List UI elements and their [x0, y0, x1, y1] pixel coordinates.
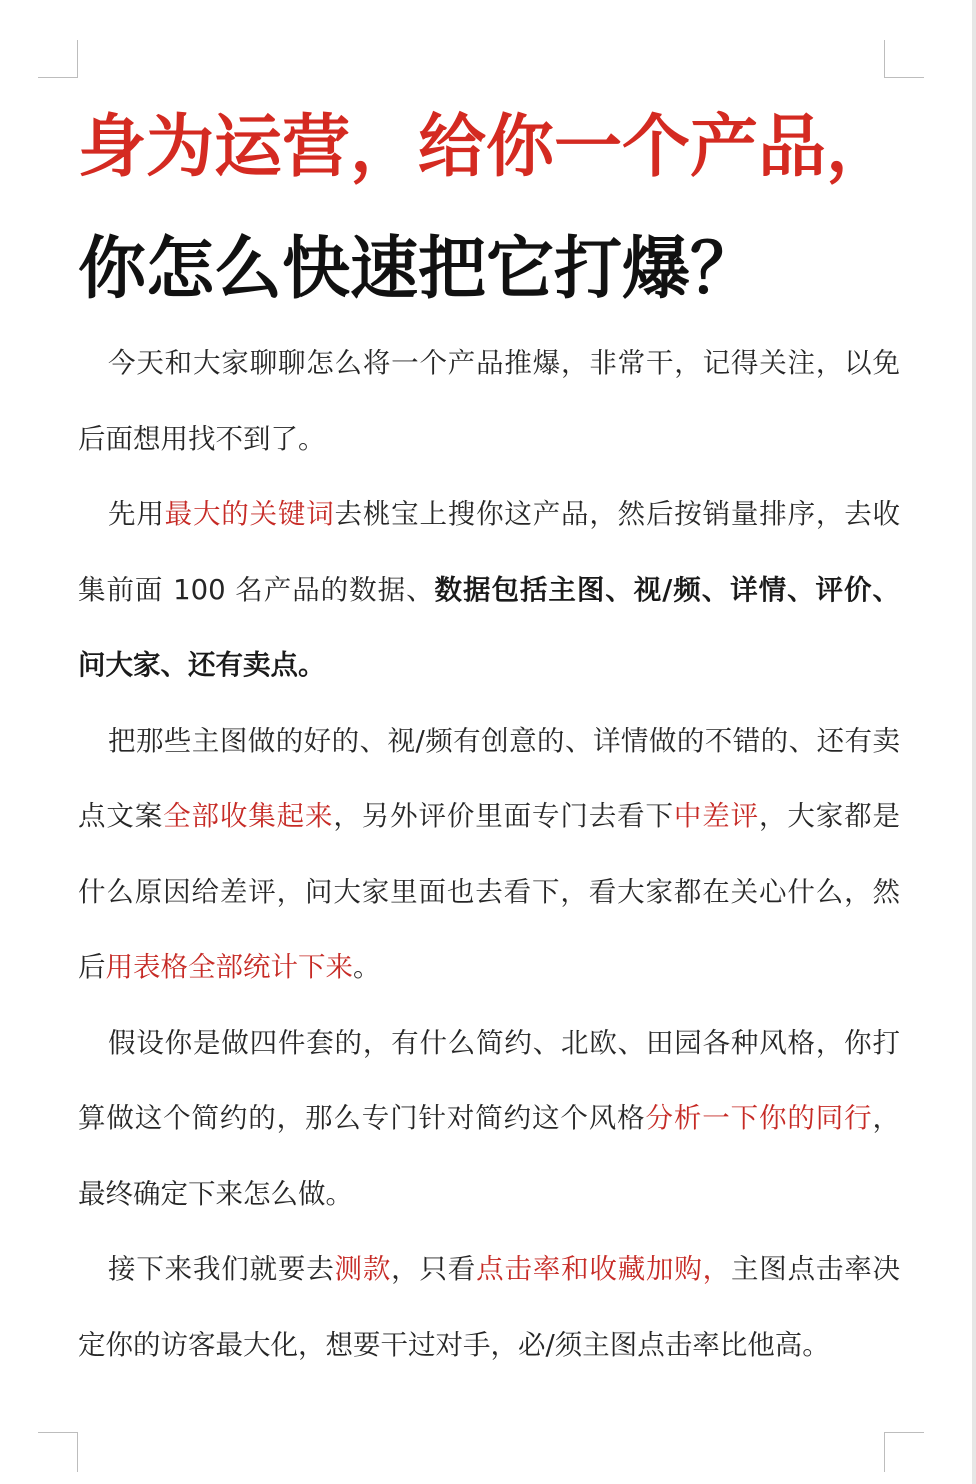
- highlight-red: 用表格全部统计下来: [105, 951, 353, 983]
- highlight-red: 点击率和收藏加购，: [476, 1253, 731, 1285]
- highlight-bold: 数据包括主图、视/频、详情、评价、问大家、还有卖点。: [78, 573, 900, 681]
- page-edge-shadow: [972, 0, 976, 1484]
- text-segment: 去桃宝上搜你这产品，然后按销量排序，去收集前面 100 名产品的数据、: [78, 498, 901, 606]
- highlight-red: 最大的关键词: [164, 498, 335, 530]
- text-segment: 假设你是做四件套的，有什么简约、北欧、田园各种风格，你打算做这个简约的，那么专门针对简约这个风格: [78, 1026, 900, 1134]
- highlight-red: 测款: [334, 1253, 392, 1285]
- text-segment: 把那些主图做的好的、视/频有创意的、详情做的不错的、还有卖点文案: [78, 724, 900, 832]
- highlight-red: 分析一下你的同行: [645, 1102, 873, 1134]
- paragraph-test: [78, 1232, 900, 1383]
- text-segment: ，只看: [391, 1253, 477, 1285]
- highlight-red: 全部收集起来: [163, 800, 334, 832]
- title-line-2: 你怎么快速把它打爆？: [78, 230, 759, 309]
- text-segment: ，另外评价里面专门去看下: [333, 800, 674, 832]
- text-segment: 主图点击率决定你的访客最大化，想要干过对手，必/须主图点击率比他高。: [78, 1253, 901, 1361]
- text-segment: 接下来我们就要去: [108, 1253, 335, 1285]
- paragraph-intro: [78, 326, 900, 477]
- text-segment: 。: [353, 951, 381, 983]
- text-segment: 今天和大家聊聊怎么将一个产品推爆，非常干，记得关注，以免后面想用找不到了。: [78, 347, 900, 455]
- paragraph-collect-data: [78, 704, 900, 1006]
- text-segment: ，最终确定下来怎么做。: [78, 1102, 900, 1210]
- paragraph-example: [78, 1006, 900, 1233]
- highlight-red: 中差评: [673, 800, 759, 832]
- paragraph-keyword-search: [78, 477, 900, 704]
- text-segment: 先用: [108, 498, 165, 530]
- article-body: [78, 326, 900, 1383]
- title-line-1: 身为运营，给你一个产品，: [78, 108, 895, 187]
- text-segment: ，大家都是什么原因给差评，问大家里面也去看下，看大家都在关心什么，然后: [78, 800, 900, 983]
